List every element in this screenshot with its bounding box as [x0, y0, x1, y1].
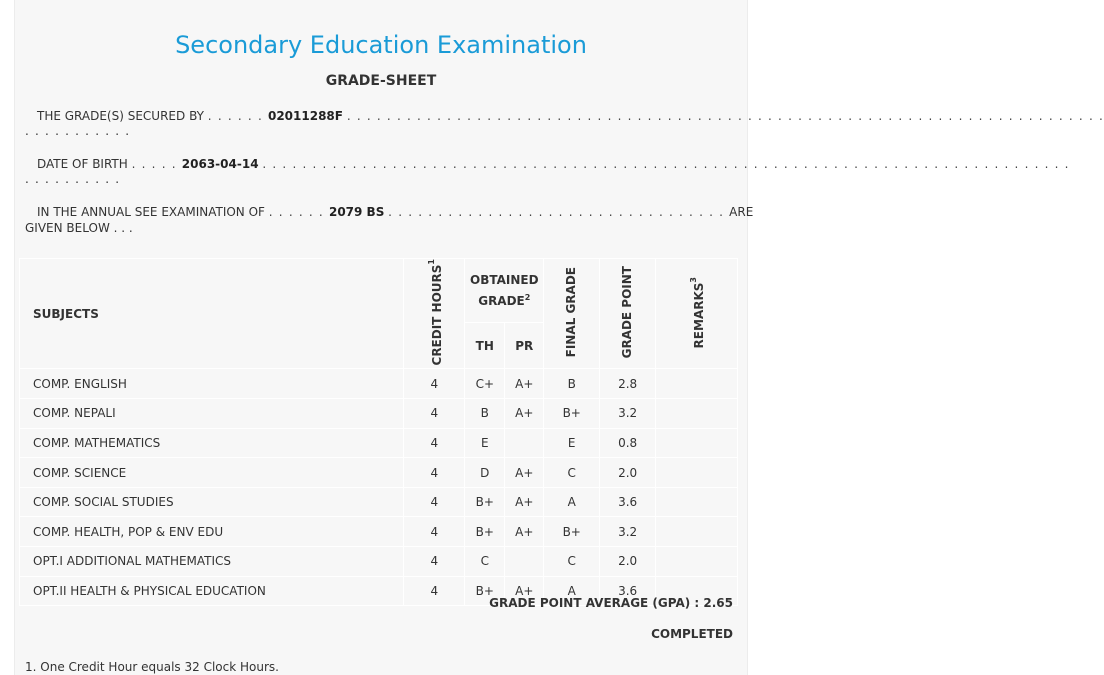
- credit-cell: 4: [404, 458, 465, 488]
- grade-point-cell: 3.6: [600, 487, 656, 517]
- grade-point-header: GRADE POINT: [600, 259, 656, 369]
- credit-cell: 4: [404, 369, 465, 399]
- pr-grade-cell: [505, 428, 544, 458]
- dob-label: DATE OF BIRTH: [37, 157, 128, 171]
- final-grade-cell: E: [544, 428, 600, 458]
- th-grade-cell: B+: [465, 517, 505, 547]
- status-text: COMPLETED: [651, 627, 733, 641]
- subject-cell: OPT.II HEALTH & PHYSICAL EDUCATION: [20, 576, 404, 606]
- final-grade-cell: C: [544, 458, 600, 488]
- gpa-value: 2.65: [703, 596, 733, 610]
- pr-grade-cell: A+: [505, 399, 544, 429]
- exam-line2: GIVEN BELOW . . .: [25, 221, 133, 235]
- subject-cell: COMP. MATHEMATICS: [20, 428, 404, 458]
- credit-cell: 4: [404, 547, 465, 577]
- subject-cell: COMP. ENGLISH: [20, 369, 404, 399]
- remarks-cell: [656, 547, 738, 577]
- pr-grade-cell: A+: [505, 458, 544, 488]
- grade-sheet: Secondary Education Examination GRADE-SHEET THE GRADE(S) SECURED BY . . . . . . 02011288F . . . . . . . . . . . . . . . . . . . . . . . . . . . . . . . . . . . . . . . . . . . . . . . . . . . . . . . . . . . . . . . . . . . . . . . . . . . . . . . . . . . . . . . DATE OF BIRTH . . . . . 2063-04-14 . . . . . . . . . . . . . . . . . . . . . . . . . . . . . . . . . . . . . . . . . . . . . . . . . . . . . . . . . . . . . . . . . . . . . . . . . . . . . . . . . . . . . . . . . . . IN THE ANNUAL SEE EXAMINATION OF . . . . . . 2079 BS . . . . . . . . . . . . . . . . . . . . . . . . . . . . . . . . . . ARE GIVEN BELOW . . . SUBJECTS CREDIT HOURS$^1$ OBTAINED GRADE$^2$ FINAL GRADE GRADE POINT REMARKS$^3$ TH PR COMP. ENGLISH 4 C+ A+ B 2.8 COMP. NEPALI 4 B A+ B+ 3.2 COMP. MATHEMATICS 4 E E 0.8 COMP. SCIENCE 4 D A+ C 2.0 COMP. SOCIAL STUDIES 4 B+ A+ A 3.6 COMP. HEALTH, POP & ENV EDU 4 B+ A+ B+ 3.2 OPT.I ADDITIONAL MATHEMATICS 4 C C 2.0 OPT.II HEALTH & PHYSICAL EDUCATION 4 B+ A+ A 3.6 GRADE POINT AVERAGE (GPA) : 2.65 COMPLETED 1. One Credit Hour equals 32 Clock Hours.: [14, 0, 748, 675]
- th-grade-cell: B: [465, 399, 505, 429]
- subject-cell: COMP. SCIENCE: [20, 458, 404, 488]
- table-row: [20, 487, 738, 517]
- th-grade-cell: E: [465, 428, 505, 458]
- secured-by-label: THE GRADE(S) SECURED BY: [37, 109, 204, 123]
- final-grade-cell: B: [544, 369, 600, 399]
- credit-cell: 4: [404, 517, 465, 547]
- grade-point-cell: 0.8: [600, 428, 656, 458]
- gpa-label: GRADE POINT AVERAGE (GPA) :: [489, 596, 700, 610]
- subject-cell: OPT.I ADDITIONAL MATHEMATICS: [20, 547, 404, 577]
- th-grade-cell: D: [465, 458, 505, 488]
- grade-point-cell: 2.0: [600, 547, 656, 577]
- credit-hours-header: CREDIT HOURS$^1$: [404, 259, 465, 369]
- remarks-cell: [656, 399, 738, 429]
- table-row: [20, 547, 738, 577]
- pr-grade-cell: A+: [505, 576, 544, 606]
- grade-point-cell: 3.6: [600, 576, 656, 606]
- subject-cell: COMP. SOCIAL STUDIES: [20, 487, 404, 517]
- subject-cell: COMP. NEPALI: [20, 399, 404, 429]
- credit-cell: 4: [404, 487, 465, 517]
- final-grade-cell: A: [544, 576, 600, 606]
- pr-grade-cell: [505, 547, 544, 577]
- table-row: [20, 517, 738, 547]
- subject-cell: COMP. HEALTH, POP & ENV EDU: [20, 517, 404, 547]
- final-grade-cell: A: [544, 487, 600, 517]
- grades-table: [19, 258, 738, 606]
- grade-point-cell: 2.0: [600, 458, 656, 488]
- symbol-number: 02011288F: [267, 109, 343, 123]
- remarks-header: REMARKS$^3$: [656, 259, 738, 369]
- remarks-cell: [656, 517, 738, 547]
- credit-cell: 4: [404, 399, 465, 429]
- th-grade-cell: C: [465, 547, 505, 577]
- obtained-grade-header: OBTAINED GRADE$^2$: [465, 259, 544, 323]
- remarks-cell: [656, 428, 738, 458]
- final-grade-cell: C: [544, 547, 600, 577]
- table-row: [20, 369, 738, 399]
- exam-label: IN THE ANNUAL SEE EXAMINATION OF: [37, 205, 265, 219]
- dob-line: DATE OF BIRTH . . . . . 2063-04-14 . . . . . . . . . . . . . . . . . . . . . . . . . . . . . . . . . . . . . . . . . . . . . . . . . . . . . . . . . . . . . . . . . . . . . . . . . . . . . . . . .: [37, 157, 1070, 171]
- final-grade-cell: B+: [544, 399, 600, 429]
- grade-point-cell: 2.8: [600, 369, 656, 399]
- exam-tail: ARE: [729, 205, 754, 219]
- th-grade-cell: B+: [465, 487, 505, 517]
- credit-cell: 4: [404, 428, 465, 458]
- grade-point-cell: 3.2: [600, 399, 656, 429]
- remarks-cell: [656, 487, 738, 517]
- th-grade-cell: C+: [465, 369, 505, 399]
- secured-by-line: THE GRADE(S) SECURED BY . . . . . . 02011288F . . . . . . . . . . . . . . . . . . . . . . . . . . . . . . . . . . . . . . . . . . . . . . . . . . . . . . . . . . . . . . . . . . . . . . . . . . . .: [37, 109, 1104, 123]
- table-row: [20, 399, 738, 429]
- final-grade-header: FINAL GRADE: [544, 259, 600, 369]
- dob-value: 2063-04-14: [181, 157, 259, 171]
- pr-grade-cell: A+: [505, 369, 544, 399]
- th-header: TH: [465, 322, 505, 369]
- table-row: [20, 428, 738, 458]
- page-title: Secondary Education Examination: [175, 31, 587, 59]
- exam-line: IN THE ANNUAL SEE EXAMINATION OF . . . . . . 2079 BS . . . . . . . . . . . . . . . . . . . . . . . . . . . . . . . . . . ARE: [37, 205, 754, 219]
- page-subtitle: GRADE-SHEET: [325, 73, 437, 89]
- credit-cell: 4: [404, 576, 465, 606]
- final-grade-cell: B+: [544, 517, 600, 547]
- table-row: [20, 458, 738, 488]
- pr-grade-cell: A+: [505, 517, 544, 547]
- pr-grade-cell: A+: [505, 487, 544, 517]
- th-grade-cell: B+: [465, 576, 505, 606]
- grade-point-cell: 3.2: [600, 517, 656, 547]
- exam-year: 2079 BS: [328, 205, 385, 219]
- footnote-1: 1. One Credit Hour equals 32 Clock Hours.: [25, 660, 279, 674]
- remarks-cell: [656, 458, 738, 488]
- remarks-cell: [656, 369, 738, 399]
- subjects-header: SUBJECTS: [20, 259, 404, 369]
- pr-header: PR: [505, 322, 544, 369]
- gpa-line: [489, 596, 733, 610]
